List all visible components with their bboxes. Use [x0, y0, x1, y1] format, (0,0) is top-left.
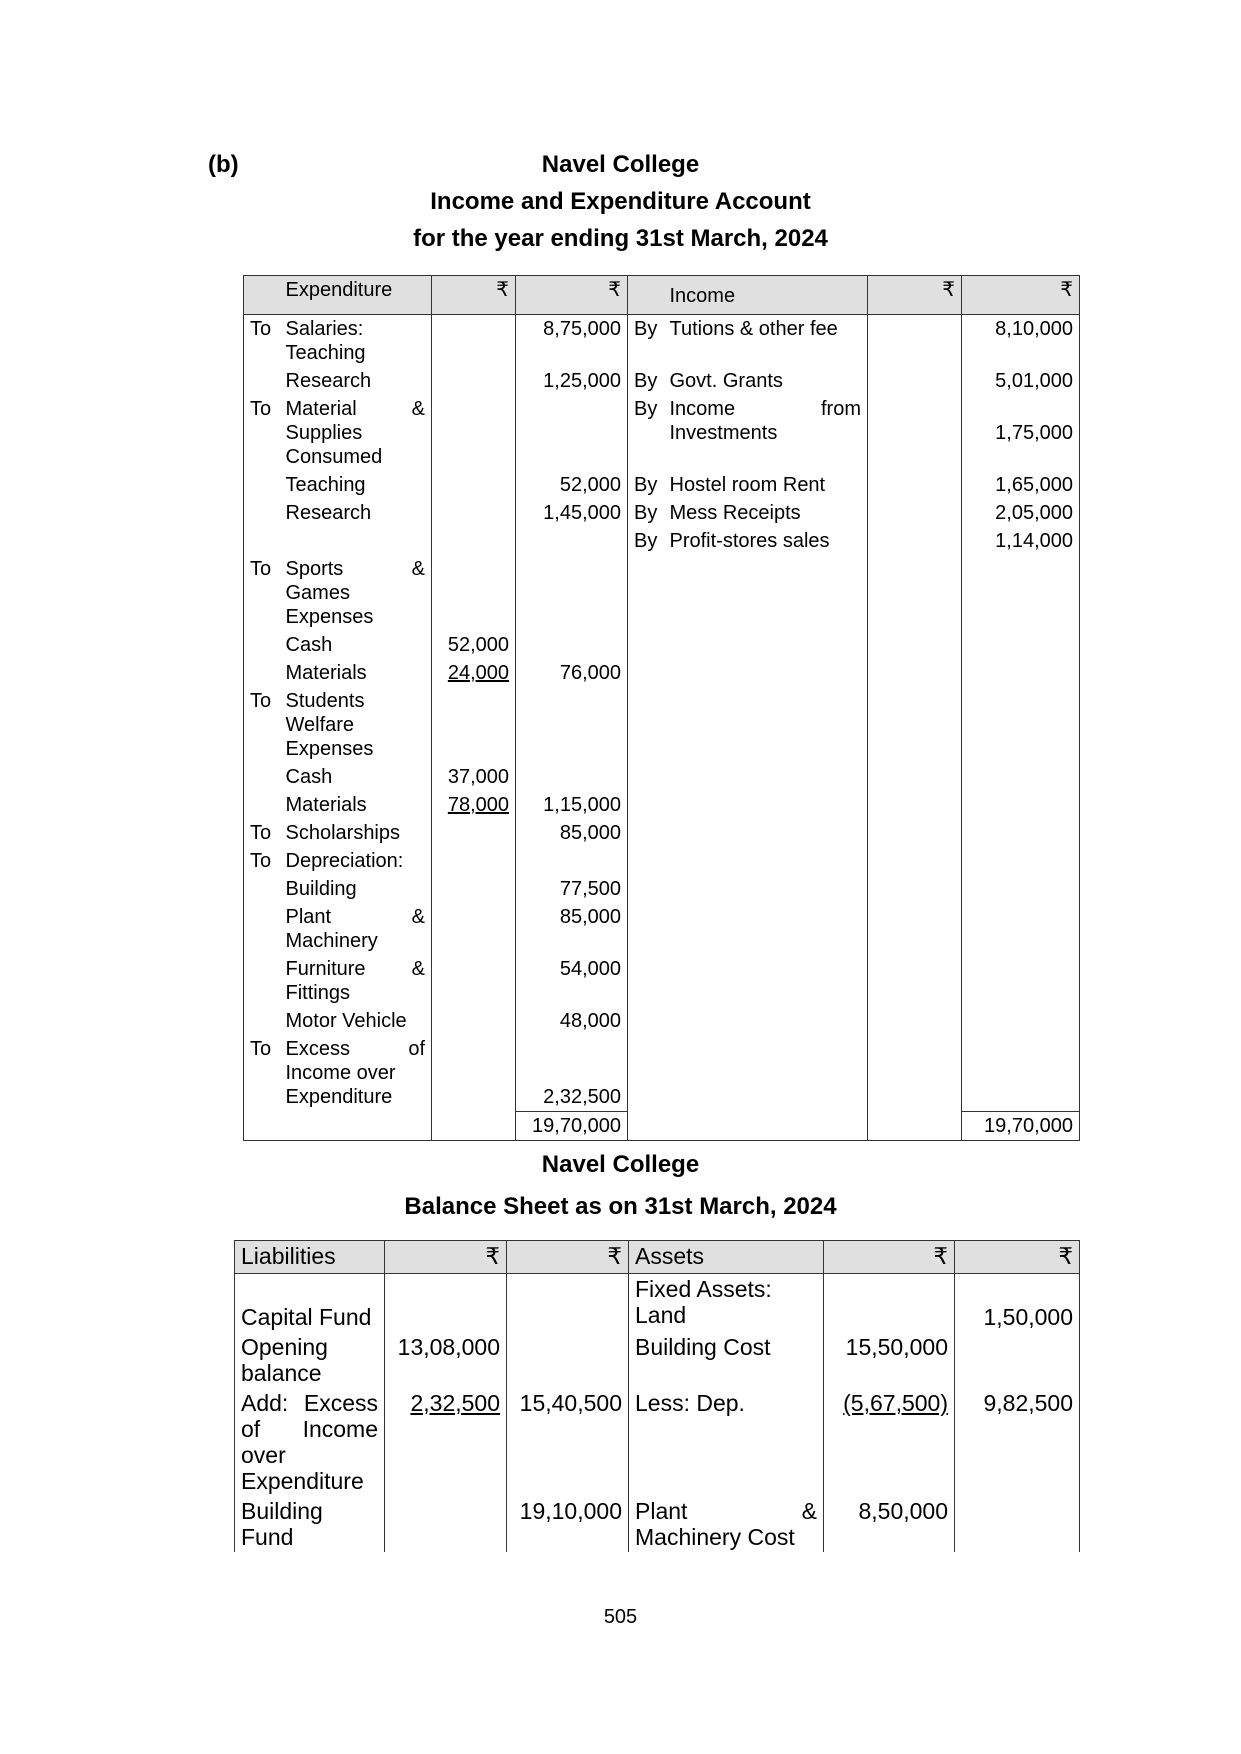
bs-org-name: Navel College [541, 1151, 700, 1178]
assets-header: Assets [629, 1241, 824, 1274]
ie-header-row [244, 276, 1080, 315]
expenditure-header: Expenditure [280, 276, 432, 315]
table-row: Teaching 52,000 By Hostel room Rent 1,65,000 [244, 471, 1080, 499]
table-row: To Students Welfare Expenses [244, 687, 1080, 763]
ie-total-expenditure: 19,70,000 [516, 1112, 628, 1141]
rupee-header: ₹ [824, 1241, 955, 1274]
table-row: To Material & Supplies Consumed By Income from Investments 1,75,000 [244, 395, 1080, 471]
table-row: By Profit-stores sales 1,14,000 [244, 527, 1080, 555]
bs-title: Balance Sheet as on 31st March, 2024 [404, 1193, 837, 1220]
bs-header-row [235, 1241, 1080, 1274]
table-row: Materials 78,000 1,15,000 [244, 791, 1080, 819]
table-row: Add: Excess of Income over Expenditure 2,32,500 15,40,500 Less: Dep. (5,67,500) 9,82,500 [235, 1388, 1080, 1496]
table-row: Cash 52,000 [244, 631, 1080, 659]
rupee-header: ₹ [516, 276, 628, 315]
table-row: Research 1,25,000 By Govt. Grants 5,01,000 [244, 367, 1080, 395]
table-row: To Scholarships 85,000 [244, 819, 1080, 847]
table-row: Materials 24,000 76,000 [244, 659, 1080, 687]
table-row: Furniture & Fittings 54,000 [244, 955, 1080, 1007]
rupee-header: ₹ [955, 1241, 1080, 1274]
table-row: Building Fund 19,10,000 Plant & Machinery Cost 8,50,000 [235, 1496, 1080, 1552]
balance-sheet-table [234, 1240, 1080, 1552]
table-row: To Salaries: Teaching 8,75,000 By Tutions & other fee 8,10,000 [244, 315, 1080, 368]
rupee-header: ₹ [432, 276, 516, 315]
ie-title: Income and Expenditure Account [430, 188, 811, 215]
table-row: To Depreciation: [244, 847, 1080, 875]
income-expenditure-table [243, 275, 1080, 1141]
table-row: To Sports & Games Expenses [244, 555, 1080, 631]
liabilities-header: Liabilities [235, 1241, 385, 1274]
ie-period: for the year ending 31st March, 2024 [413, 225, 828, 252]
rupee-header: ₹ [507, 1241, 629, 1274]
table-row: To Excess of Income over Expenditure 2,32,500 [244, 1035, 1080, 1112]
rupee-header: ₹ [385, 1241, 507, 1274]
table-row: Building 77,500 [244, 875, 1080, 903]
income-header: Income [664, 276, 868, 315]
table-row: Motor Vehicle 48,000 [244, 1007, 1080, 1035]
table-row: Cash 37,000 [244, 763, 1080, 791]
part-label: (b) [208, 151, 239, 178]
ie-total-row [244, 1112, 1080, 1141]
table-row: Plant & Machinery 85,000 [244, 903, 1080, 955]
ie-org-name: Navel College [541, 151, 700, 178]
table-row: Capital Fund Fixed Assets: Land 1,50,000 [235, 1274, 1080, 1333]
table-row: Research 1,45,000 By Mess Receipts 2,05,000 [244, 499, 1080, 527]
rupee-header: ₹ [962, 276, 1080, 315]
page-number: 505 [603, 1606, 638, 1628]
rupee-header: ₹ [868, 276, 962, 315]
table-row: Opening balance 13,08,000 Building Cost 15,50,000 [235, 1332, 1080, 1388]
ie-total-income: 19,70,000 [962, 1112, 1080, 1141]
